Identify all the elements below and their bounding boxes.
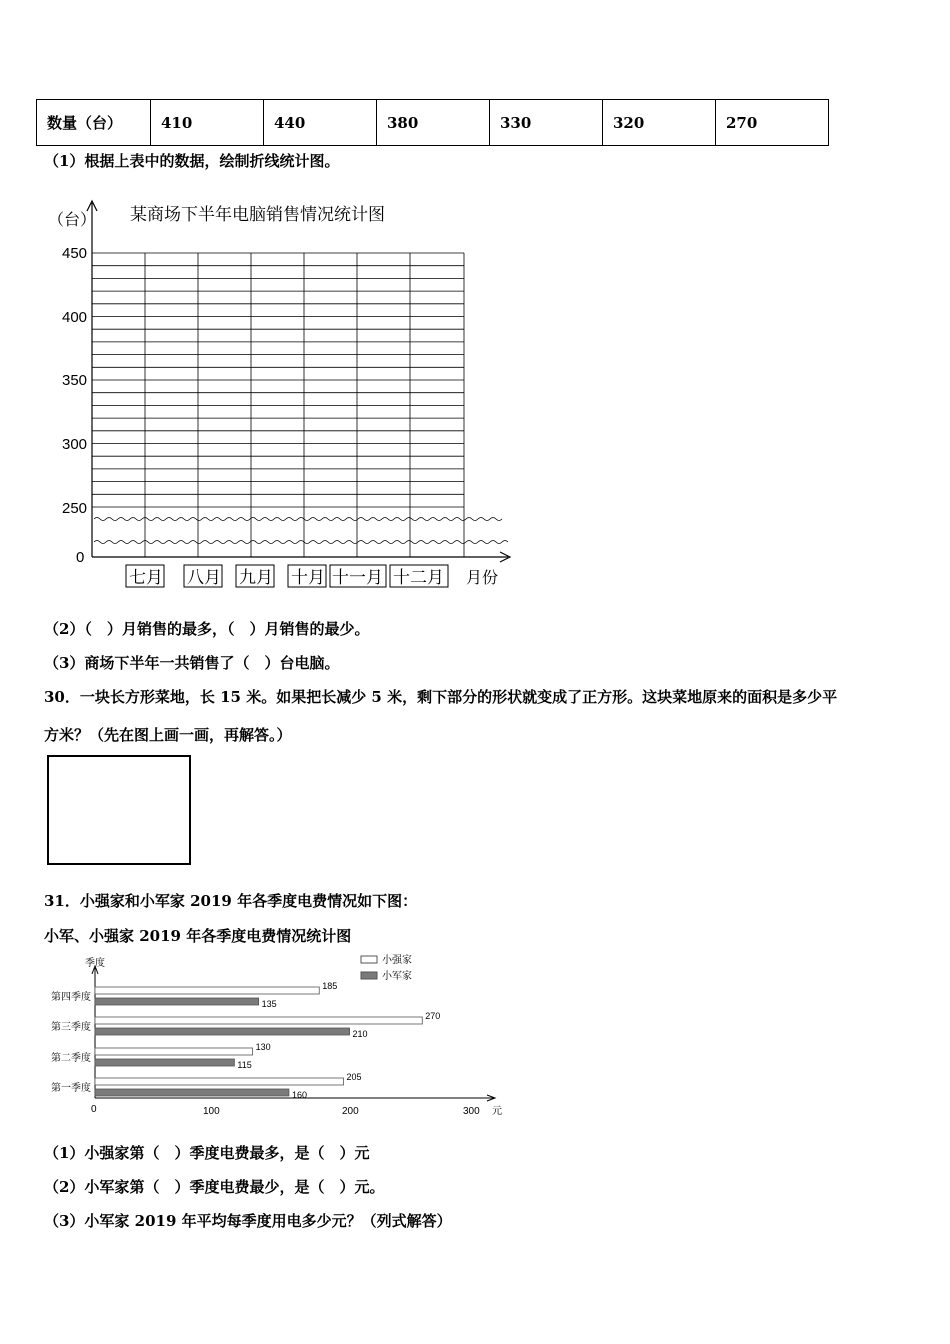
bar-xiaojun bbox=[95, 1028, 350, 1035]
chart2-xtick: 300 bbox=[463, 1106, 480, 1117]
bar-xiaojun bbox=[95, 998, 259, 1005]
table-row bbox=[37, 100, 829, 146]
bar-value-label: 185 bbox=[322, 981, 338, 991]
bar-value-label: 130 bbox=[255, 1042, 271, 1052]
table-cell: 380 bbox=[377, 100, 490, 146]
q30-line1: 30．一块长方形菜地，长 15 米。如果把长减少 5 米，剩下部分的形状就变成了正方形。这块菜地原来的面积是多少平 bbox=[44, 688, 838, 706]
bar-value-label: 210 bbox=[352, 1029, 368, 1039]
chart1-xlabel: 月份 bbox=[466, 570, 499, 587]
chart1-grid bbox=[92, 253, 464, 557]
q31-part3: （3）小军家 2019 年平均每季度用电多少元？（列式解答） bbox=[44, 1212, 452, 1230]
bar-value-label: 270 bbox=[425, 1011, 441, 1021]
chart1-ytick: 400 bbox=[62, 309, 88, 326]
chart1-ytick: 350 bbox=[62, 372, 88, 389]
bar-value-label: 160 bbox=[291, 1090, 307, 1100]
bar-xiaoqiang bbox=[95, 987, 319, 994]
q31-part1: （1）小强家第（ ）季度电费最多，是（ ）元 bbox=[44, 1144, 370, 1162]
bar-xiaojun bbox=[95, 1059, 234, 1066]
q31-part2: （2）小军家第（ ）季度电费最少，是（ ）元。 bbox=[44, 1178, 385, 1196]
table-cell: 410 bbox=[151, 100, 264, 146]
table-cell: 330 bbox=[490, 100, 603, 146]
chart1-break-mark bbox=[94, 541, 508, 544]
month-label: 十二月 bbox=[393, 568, 444, 587]
legend-swatch-xiaojun bbox=[361, 972, 377, 979]
month-label: 八月 bbox=[187, 568, 221, 587]
bar-xiaoqiang bbox=[95, 1017, 422, 1024]
chart1-break-mark bbox=[94, 518, 502, 521]
month-label: 九月 bbox=[239, 568, 273, 587]
chart1-month-labels bbox=[126, 565, 448, 587]
chart1-ylabel: （台） bbox=[48, 212, 97, 229]
q31-intro: 31．小强家和小军家 2019 年各季度电费情况如下图： bbox=[44, 892, 418, 910]
chart2-category: 第一季度 bbox=[51, 1083, 91, 1094]
chart2-category: 第二季度 bbox=[51, 1053, 91, 1064]
electricity-bar-chart bbox=[40, 950, 520, 1122]
month-label: 十月 bbox=[291, 568, 325, 587]
chart2-xlabel: 元 bbox=[492, 1106, 502, 1117]
q29-part2: （2）（ ）月销售的最多，（ ）月销售的最少。 bbox=[44, 620, 370, 638]
bar-xiaoqiang bbox=[95, 1048, 253, 1055]
bar-xiaojun bbox=[95, 1089, 289, 1096]
chart2-title: 小军、小强家 2019 年各季度电费情况统计图 bbox=[44, 927, 352, 945]
sales-table bbox=[36, 99, 829, 146]
chart2-xtick: 100 bbox=[203, 1106, 220, 1117]
bar-value-label: 205 bbox=[346, 1072, 362, 1082]
q29-part3: （3）商场下半年一共销售了（ ）台电脑。 bbox=[44, 654, 340, 672]
chart2-category: 第四季度 bbox=[51, 992, 91, 1003]
legend-label: 小军家 bbox=[382, 971, 412, 982]
sales-line-chart bbox=[40, 195, 520, 595]
chart2-category: 第三季度 bbox=[51, 1022, 91, 1033]
table-cell: 440 bbox=[264, 100, 377, 146]
month-label: 十一月 bbox=[332, 568, 383, 587]
table-cell: 270 bbox=[716, 100, 829, 146]
month-label: 七月 bbox=[129, 568, 163, 587]
table-header-cell: 数量（台） bbox=[37, 100, 151, 146]
legend-swatch-xiaoqiang bbox=[361, 956, 377, 963]
bar-value-label: 135 bbox=[261, 999, 277, 1009]
table-cell: 320 bbox=[603, 100, 716, 146]
chart1-ytick: 0 bbox=[76, 549, 85, 566]
chart1-ytick: 250 bbox=[62, 500, 88, 517]
chart1-ytick: 300 bbox=[62, 436, 88, 453]
chart2-xtick: 200 bbox=[342, 1106, 359, 1117]
chart1-ytick: 450 bbox=[62, 245, 88, 262]
bar-xiaoqiang bbox=[95, 1078, 343, 1085]
legend-label: 小强家 bbox=[382, 955, 412, 966]
chart2-ylabel: 季度 bbox=[85, 958, 105, 969]
q29-part1: （1）根据上表中的数据，绘制折线统计图。 bbox=[44, 152, 340, 170]
chart2-xtick: 0 bbox=[91, 1104, 97, 1115]
bar-value-label: 115 bbox=[237, 1060, 252, 1070]
q30-line2: 方米？（先在图上画一画，再解答。） bbox=[44, 726, 292, 744]
chart1-title: 某商场下半年电脑销售情况统计图 bbox=[130, 205, 385, 224]
square-drawing-box[interactable] bbox=[47, 755, 191, 865]
